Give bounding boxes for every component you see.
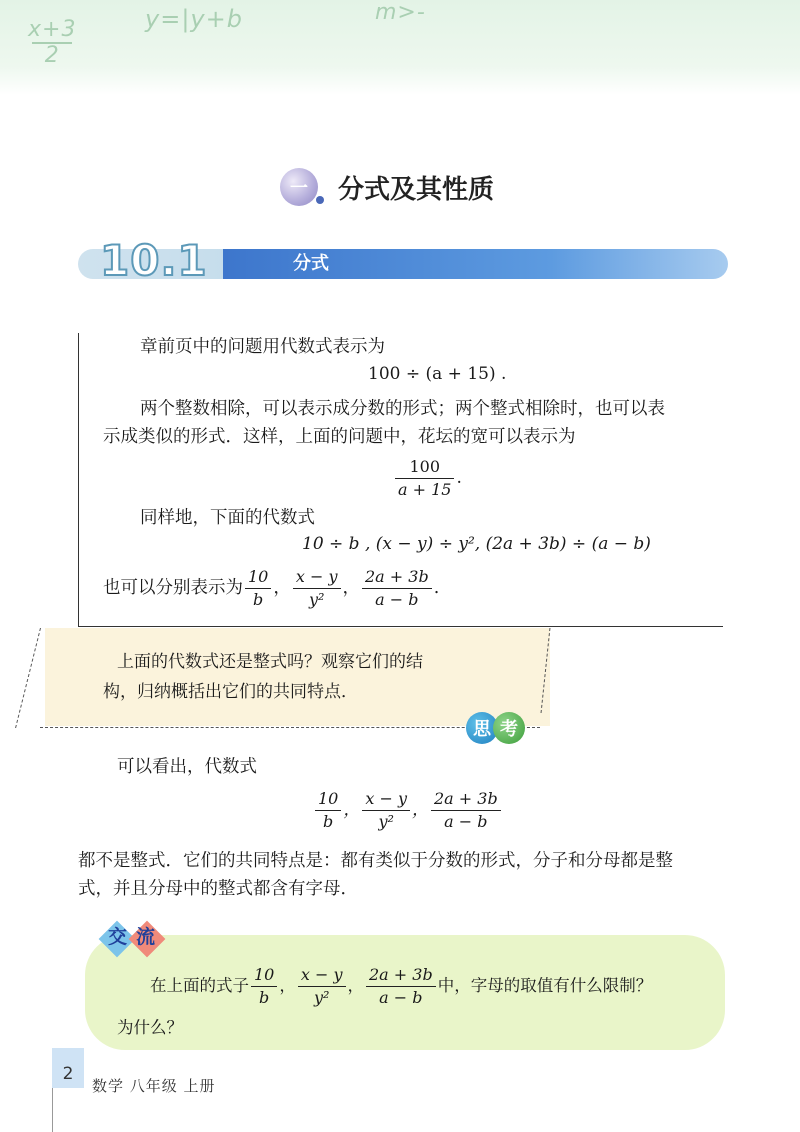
fraction-denominator: a − b <box>362 588 432 611</box>
fraction-numerator: 100 <box>409 457 441 476</box>
fraction-numerator: x − y <box>365 789 407 808</box>
fraction-2a-plus-3b <box>362 566 432 611</box>
body-paragraph-2-line-1: 两个整数相除，可以表示成分数的形式；两个整式相除时，也可以表 <box>140 399 665 419</box>
fraction-x-minus-y <box>298 964 346 1009</box>
section-heading <box>280 165 494 209</box>
paragraph-4-prefix: 也可以分别表示为 <box>103 578 243 598</box>
think-border-bottom <box>40 727 540 728</box>
lesson-title: 分式 <box>293 253 329 274</box>
section-number-badge: 一 <box>280 168 318 206</box>
separator: ， <box>342 578 360 598</box>
chalk-equation: y=|y+b <box>145 5 243 33</box>
fraction <box>395 456 454 501</box>
fraction-denominator: b <box>245 588 271 611</box>
fraction-denominator: y² <box>298 986 346 1009</box>
lesson-banner <box>78 237 728 285</box>
after-paragraph-1: 可以看出，代数式 <box>117 757 257 777</box>
fraction-2a-plus-3b <box>366 964 436 1009</box>
fraction-flowerbed-width <box>393 456 462 501</box>
footer-rule <box>52 1088 53 1132</box>
separator: ， <box>412 800 429 820</box>
fraction-x-minus-y <box>362 788 410 833</box>
lesson-number: 10.1 <box>100 236 208 285</box>
exchange-badge-char-1: 交 <box>108 926 128 948</box>
expression-100-div: 100 ÷ (a + 15) . <box>368 364 507 384</box>
fraction-numerator: 10 <box>254 965 275 984</box>
fraction-denominator: b <box>315 810 341 833</box>
fraction-10-b <box>251 964 277 1009</box>
fraction-x-minus-y <box>293 566 341 611</box>
page-number: 2 <box>52 1048 84 1088</box>
expression-list: 10 ÷ b , (x − y) ÷ y², (2a + 3b) ÷ (a − b) <box>302 534 651 554</box>
fraction-2a-plus-3b <box>431 788 501 833</box>
exchange-badge-char-2: 流 <box>136 926 156 948</box>
fraction-10-b <box>245 566 271 611</box>
exchange-prefix: 在上面的式子 <box>150 976 249 995</box>
fraction-list <box>313 788 503 833</box>
fraction-numerator: x − y <box>295 567 338 586</box>
separator: ， <box>347 976 364 995</box>
exchange-suffix: 中，字母的取值有什么限制？ <box>437 976 653 995</box>
fraction-tail: . <box>456 468 462 488</box>
fraction-numerator: 2a + 3b <box>434 789 498 808</box>
think-line-1: 上面的代数式还是整式吗？观察它们的结 <box>117 652 423 672</box>
separator: ， <box>273 578 291 598</box>
chalk-fraction <box>28 18 76 68</box>
book-title: 数学 八年级 上册 <box>92 1077 216 1095</box>
body-paragraph-1: 章前页中的问题用代数式表示为 <box>140 337 385 357</box>
end-dot: . <box>433 578 440 598</box>
fraction-numerator: x − y <box>300 965 343 984</box>
think-badge-char-1: 思 <box>466 712 498 744</box>
exchange-line-2: 为什么？ <box>117 1018 183 1037</box>
think-badge <box>466 712 528 744</box>
fraction-numerator: 2a + 3b <box>365 567 429 586</box>
fraction-10-b <box>315 788 341 833</box>
fraction-denominator: y² <box>293 588 341 611</box>
section-title: 分式及其性质 <box>338 174 495 205</box>
fraction-denominator: a − b <box>366 986 436 1009</box>
exchange-question <box>150 963 652 1009</box>
after-paragraph-2-line-1: 都不是整式．它们的共同特点是：都有类似于分数的形式，分子和分母都是整 <box>78 851 673 871</box>
fraction-denominator: a − b <box>431 810 501 833</box>
after-paragraph-2-line-2: 式，并且分母中的整式都含有字母． <box>78 879 358 899</box>
fraction-numerator: 2a + 3b <box>369 965 433 984</box>
body-paragraph-3: 同样地，下面的代数式 <box>140 508 315 528</box>
think-badge-char-2: 考 <box>493 712 525 744</box>
body-paragraph-2-line-2: 示成类似的形式．这样，上面的问题中，花坛的宽可以表示为 <box>103 427 576 447</box>
fraction-denominator: y² <box>362 810 410 833</box>
separator: ， <box>343 800 361 820</box>
separator: ， <box>279 976 296 995</box>
think-line-2: 构，归纳概括出它们的共同特点． <box>103 682 358 702</box>
chalk-inequality: m>- <box>375 0 426 25</box>
fraction-denominator: a + 15 <box>395 478 454 501</box>
chalk-denominator: 2 <box>44 43 60 68</box>
fraction-denominator: b <box>251 986 277 1009</box>
exchange-badge <box>100 918 180 958</box>
fraction-numerator: 10 <box>318 789 339 808</box>
body-paragraph-4 <box>103 565 439 611</box>
chalk-numerator: x+3 <box>28 17 77 42</box>
fraction-numerator: 10 <box>248 567 269 586</box>
